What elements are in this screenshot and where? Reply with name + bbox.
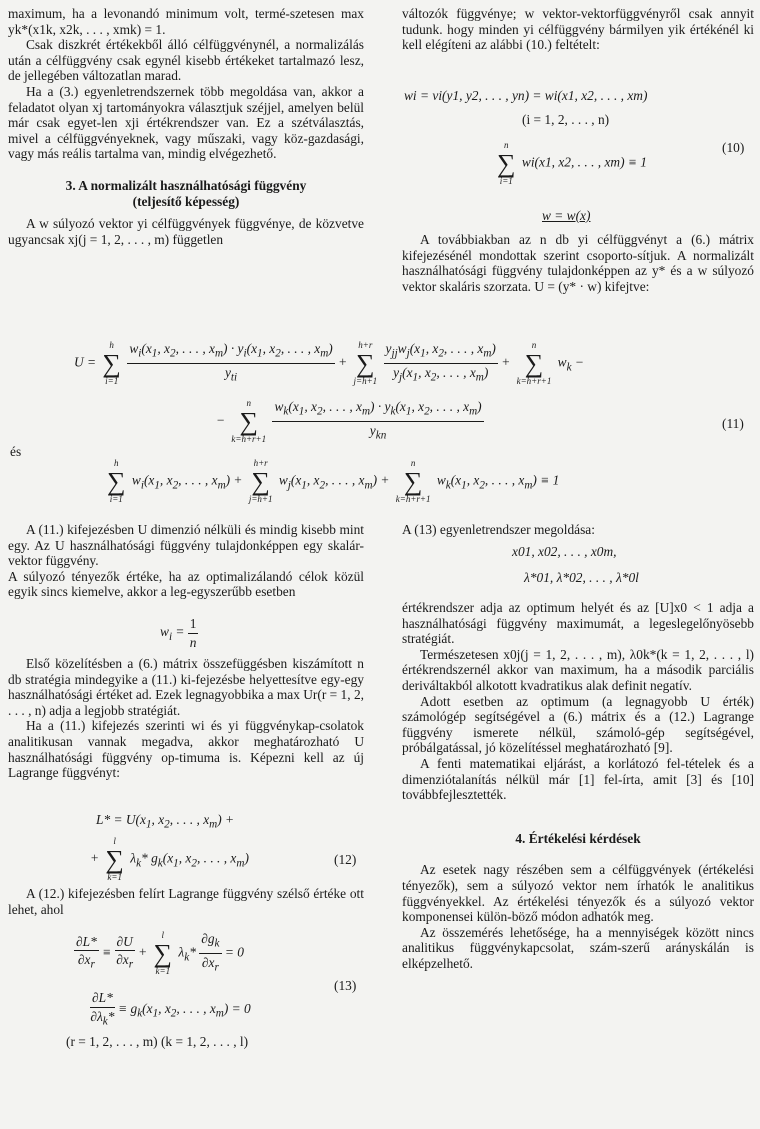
paragraph: Első közelítésben a (6.) mátrix összefüggésben kiszámított n db stratégia mindegyike a (11.) ki-fejezésbe helyettesítve egy-egy használhatósági értéket ad. Ezek legnagyobbika a max Ur(r = 1, 2, . . . , n) adja a legjobb stratégiát.	[8, 656, 364, 718]
equation-10: n ∑ i=1 wi(x1, x2, . . . , xm) ≡ 1	[497, 140, 647, 186]
equation-11-line2: − n ∑ k=h+r+1 $\frac{w_k(x_1, x_2, . . . , x_m) \cdot y_k(x_1, x_2, . . . , x_m)}{y_{kn}}$	[216, 398, 482, 444]
equation-12-line1: $L* = U(x_1$, $x_2$, . . . , $x_m$) +	[96, 812, 235, 831]
solution-x: x01, x02, . . . , x0m,	[512, 544, 617, 559]
equation-wi: wi = vi(y1, y2, . . . , yn) = wi(x1, x2, . . . , xm)	[404, 88, 648, 103]
equation-number-11: (11)	[722, 416, 744, 431]
paragraph: Az esetek nagy részében sem a célfüggvények (értékelési tényezők), sem a súlyozó vektor nem írhatók le analitikus függvényekkel. Az értékelési tényezők és a súlyozó vektor komponensei külön-böző módon adhatók meg.	[402, 862, 754, 925]
es-label: és	[10, 444, 22, 459]
solution-lambda: λ*01, λ*02, . . . , λ*0l	[524, 570, 639, 585]
paragraph: maximum, ha a levonandó minimum volt, termé-szetesen max yk*(x1k, x2k, . . . , xmk) = 1.	[8, 6, 364, 37]
paragraph: A w súlyozó vektor yi célfüggvények függvénye, de közvetve ugyancsak xj(j = 1, 2, . . . , m) független	[8, 216, 364, 247]
section-heading-3: 3. A normalizált használhatósági függvény (teljesítő képesség)	[65, 177, 307, 209]
equation-number-12: (12)	[334, 852, 357, 867]
paragraph: Ha a (3.) egyenletrendszernek több megoldása van, akkor a feladatot olyan xj tartományokra választjuk széjjel, amelyen belül már csak egyet-len xji értékrendszer van. Ez a szétválasztás, mivel a célfüggvényeknek, vagy műszaki, vagy köz-gazdasági, vagy más reális tartalma van, mindig elvégezhető.	[8, 83, 364, 162]
right-column-bottom	[402, 522, 754, 538]
equation-number-13: (13)	[334, 978, 357, 993]
left-column-bottom	[8, 522, 364, 600]
right-column-top-p2	[402, 232, 754, 294]
right-column-top	[402, 6, 754, 53]
left-column-bottom-p5	[8, 886, 364, 917]
paragraph: Ha a (11.) kifejezés szerinti wi és yi függvénykap-csolatok analitikusan vannak megadva, akkor meghatározható U használhatósági függvény op-timuma is. Képezni kell az új Lagrange függvényt:	[8, 718, 364, 781]
paragraph: Az összemérés lehetősége, ha a mennyiségek között nincs analitikus függvénykapcsolat, szám-szerű arányskálán is elképzelhető.	[402, 924, 754, 971]
paragraph: A (13) egyenletrendszer megoldása:	[402, 522, 595, 537]
equation-12-line2: + l ∑ k=1 $\lambda_k*$ $g_k(x_1$, $x_2$, . . . , $x_m$)	[90, 836, 249, 882]
equation-13-line1: $\frac{\partial L*}{\partial x_r}$ ≡ $\frac{\partial U}{\partial x_r}$ + l ∑ k=1 $\lambda_k*$ $\frac{\partial g_k}{\partial x_r}$ = 0	[76, 930, 244, 976]
left-column-bottom-p3	[8, 656, 364, 781]
paragraph: A továbbiakban az n db yi célfüggvényt a (6.) mátrix kifejezésénél mondottak szerint csoporto-sítjuk. A normalizált használhatósági függvény tulajdonképpen az y* és a w súlyozó vektor skaláris szorzata. U = (y* · w) kifejtve:	[402, 232, 754, 294]
left-column-top	[8, 6, 364, 247]
equation-13-line2: $\frac{\partial L*}{\partial\lambda_k*}$ ≡ $g_k(x_1$, $x_2$, . . . , $x_m) = 0$	[90, 990, 251, 1028]
equation-13-range: (r = 1, 2, . . . , m) (k = 1, 2, . . . , l)	[66, 1034, 249, 1049]
paragraph: változók függvénye; w vektor-vektorfüggvényről csak annyit tudunk. hogy minden yi célfüggvény bármilyen yik értékénél ki kell elégíteni az alábbi (10.) feltételt:	[402, 6, 754, 53]
equation-number-10: (10)	[722, 140, 745, 155]
equation-wi-1-over-n: $w_i$ = $\frac{1}{n}$	[160, 616, 197, 650]
equation-11-line1: U = h ∑ i=1 $\frac{w_i(x_1, x_2, . . . , x_m) \cdot y_i(x_1, x_2, . . . , x_m)}{y_{ti}}$ + h+r ∑ j=h+1 $\frac{y_{jj}w_j(x_1, x_2, . . . , x_m)}{y_j(x_1, x_2, . . . , x_m)}$ + n ∑ k=h+r+1 $w_k$ −	[74, 340, 584, 386]
equation-wi-range: (i = 1, 2, . . . , n)	[522, 112, 610, 127]
paragraph: A súlyozó tényezők értéke, ha az optimalizálandó célok közül egyik sincs kiemelve, akkor a leg-egyszerűbb esetben	[8, 568, 364, 600]
paragraph: A (11.) kifejezésben U dimenzió nélküli és mindig kisebb mint egy. Az U használhatósági függvény tulajdonképpen egy skalár-vektor függvény.	[8, 522, 364, 569]
equation-vector-w: w = w(x)	[542, 208, 591, 223]
paragraph: A (12.) kifejezésben felírt Lagrange függvény szélső értéke ott lehet, ahol	[8, 886, 364, 917]
paragraph: Csak diszkrét értékekből álló célfüggvénynél, a normalizálás után a célfüggvény csak egynél kisebb értékeket tartalmazó lesz, de jellegében változatlan marad.	[8, 37, 364, 84]
equation-weights-sum: h ∑ i=1 $w_i(x_1$, $x_2$, . . . , $x_m$) + h+r ∑ j=h+1 $w_j(x_1$, $x_2$, . . . , $x_m$) + n ∑ k=h+r+1 $w_k(x_1$, $x_2$, . . . , $x_m) \equiv 1$	[107, 458, 560, 504]
section-heading-4: 4. Értékelési kérdések	[515, 830, 641, 846]
right-column-bottom-body	[402, 600, 754, 971]
paragraph: Természetesen x0j(j = 1, 2, . . . , m), λ0k*(k = 1, 2, . . . , l) értékrendszernél akkor van maximum, ha a második parciális deriváltakból alkotott kvadratikus alak definit negatív.	[402, 646, 754, 693]
paragraph: értékrendszer adja az optimum helyét és az [U]x0 < 1 adja a használhatósági függvény maximumát, a legeslegelőnyösebb stratégiát.	[402, 600, 754, 647]
paragraph: A fenti matematikai eljárást, a korlátozó fel-tételek és a dimenziótalanítás nélkül már [1] fel-írta, amit [3] és [10] továbbfejlesztették.	[402, 755, 754, 803]
paragraph: Adott esetben az optimum (a legnagyobb U érték) számológép segítségével a (6.) mátrix és a (12.) Lagrange függvény ismerete nélkül, számoló-gép segítségével, próbálgatással, jó közelítéssel meghatározható [9].	[402, 693, 754, 756]
